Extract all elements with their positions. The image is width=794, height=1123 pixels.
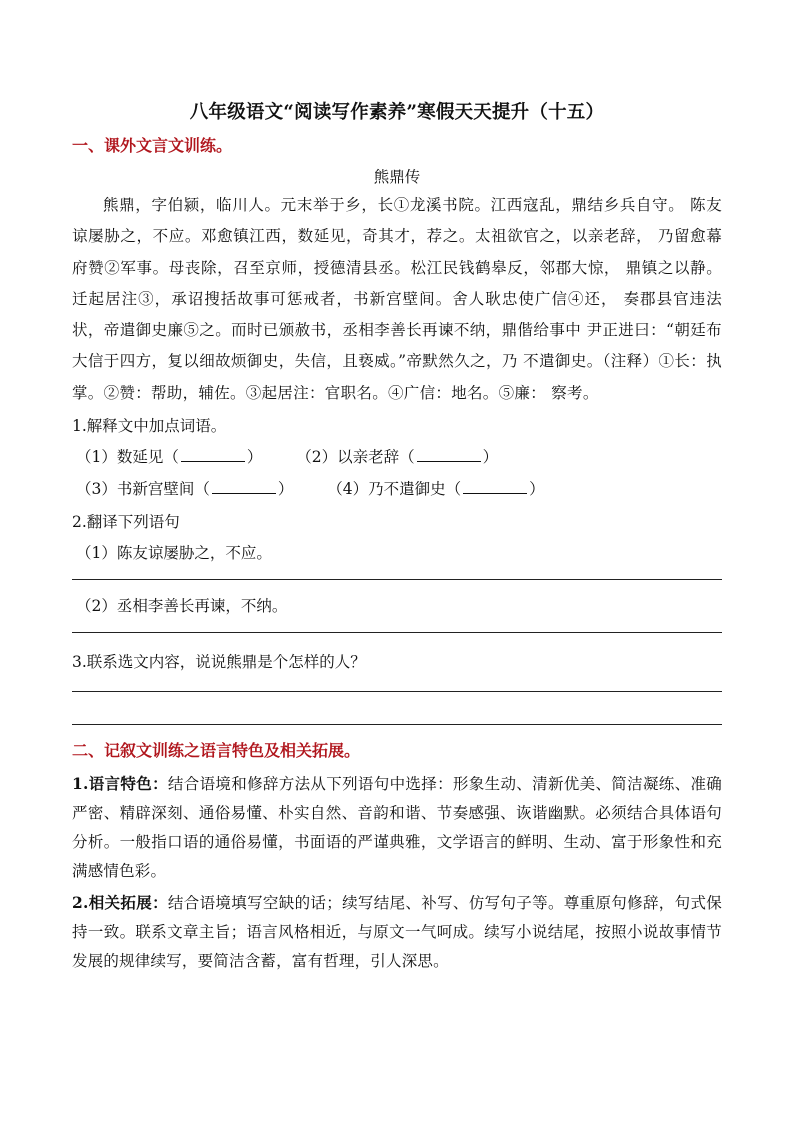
question-2-label: 2.翻译下列语句 <box>72 513 180 532</box>
language-features-colon: ： <box>152 774 168 794</box>
language-features-label: 1.语言特色 <box>72 774 153 794</box>
related-extension-text: 结合语境填写空缺的话；续写结尾、补写、仿写句子等。尊重原句修辞，句式保持一致。联系文章主旨；语言风格相近，与原文一气呵成。续写小说结尾，按照小说故事情节发展的规律续写，要简洁含蓄，富有哲理，引人深思。 <box>72 894 722 971</box>
q1-item-2-suffix: ） <box>482 448 499 467</box>
q1-item-1-suffix: ） <box>246 448 263 467</box>
worksheet-page <box>72 98 722 976</box>
question-2-item-1: （1）陈友谅屡胁之，不应。 <box>76 544 272 563</box>
q1-item-3-blank[interactable] <box>212 477 276 494</box>
q1-item-3-prefix: （3）书新宫壁间（ <box>76 480 210 499</box>
related-extension-colon: ： <box>152 893 168 913</box>
q1-item-4-suffix: ） <box>529 480 545 499</box>
q1-item-4-blank[interactable] <box>463 477 527 494</box>
passage-title: 熊鼎传 <box>373 168 421 186</box>
section-1-heading: 一、课外文言文训练。 <box>72 136 233 155</box>
section-2-heading: 二、记叙文训练之语言特色及相关拓展。 <box>72 741 361 761</box>
question-3-label: 3.联系选文内容，说说熊鼎是个怎样的人？ <box>72 653 366 672</box>
language-features-text: 结合语境和修辞方法从下列语句中选择：形象生动、清新优美、简洁凝练、准确严密、精辟深刻、通俗易懂、朴实自然、音韵和谐、节奏感强、诙谐幽默。必须结合具体语句分析。一般指口语的通俗易懂，书面语的严谨典雅，文学语言的鲜明、生动、富于形象性和充满感情色彩。 <box>72 775 722 881</box>
q1-item-2-prefix: （2）以亲老辞（ <box>296 448 415 467</box>
q1-item-2-blank[interactable] <box>417 445 481 462</box>
q1-item-1-blank[interactable] <box>181 445 245 462</box>
classical-passage: 熊鼎，字伯颍，临川人。元末举于乡，长①龙溪书院。江西寇乱，鼎结乡兵自守。 陈友谅屡胁之，不应。邓愈镇江西，数延见，奇其才，荐之。太祖欲官之，以亲老辞， 乃留愈幕府赞②军事。母丧除，召至京师，授德清县丞。松江民钱鹤皋反，邻郡大惊， 鼎镇之以静。迁起居注③，承诏搜括故事可惩戒者，书新宫壁间。舍人耿忠使广信④还， 奏郡县官违法状，帝遣御史廉⑤之。而时已颁赦书，丞相李善长再谏不纳，鼎偕给事中 尹正进曰：“朝廷布大信于四方，复以细故烦御史，失信，且亵威。”帝默然久之，乃 不遣御史。（注释）①长：执掌。②赞：帮助，辅佐。③起居注：官职名。④广信：地名。⑤廉： 察考。 <box>72 196 722 402</box>
q1-item-4-prefix: （4）乃不遣御史（ <box>327 480 462 499</box>
related-extension-label: 2.相关拓展 <box>72 893 153 913</box>
q1-item-1-prefix: （1）数延见（ <box>76 448 179 467</box>
related-extension-paragraph <box>72 888 722 976</box>
question-1-row-1 <box>72 441 722 473</box>
language-features-paragraph <box>72 769 722 886</box>
question-1-row-2 <box>72 473 722 505</box>
question-1-label: 1.解释文中加点词语。 <box>72 417 227 436</box>
page-title: 八年级语文“阅读写作素养”寒假天天提升（十五） <box>189 102 605 123</box>
q1-item-3-suffix: ） <box>277 480 294 499</box>
question-2-item-2: （2）丞相李善长再谏，不纳。 <box>76 597 288 616</box>
